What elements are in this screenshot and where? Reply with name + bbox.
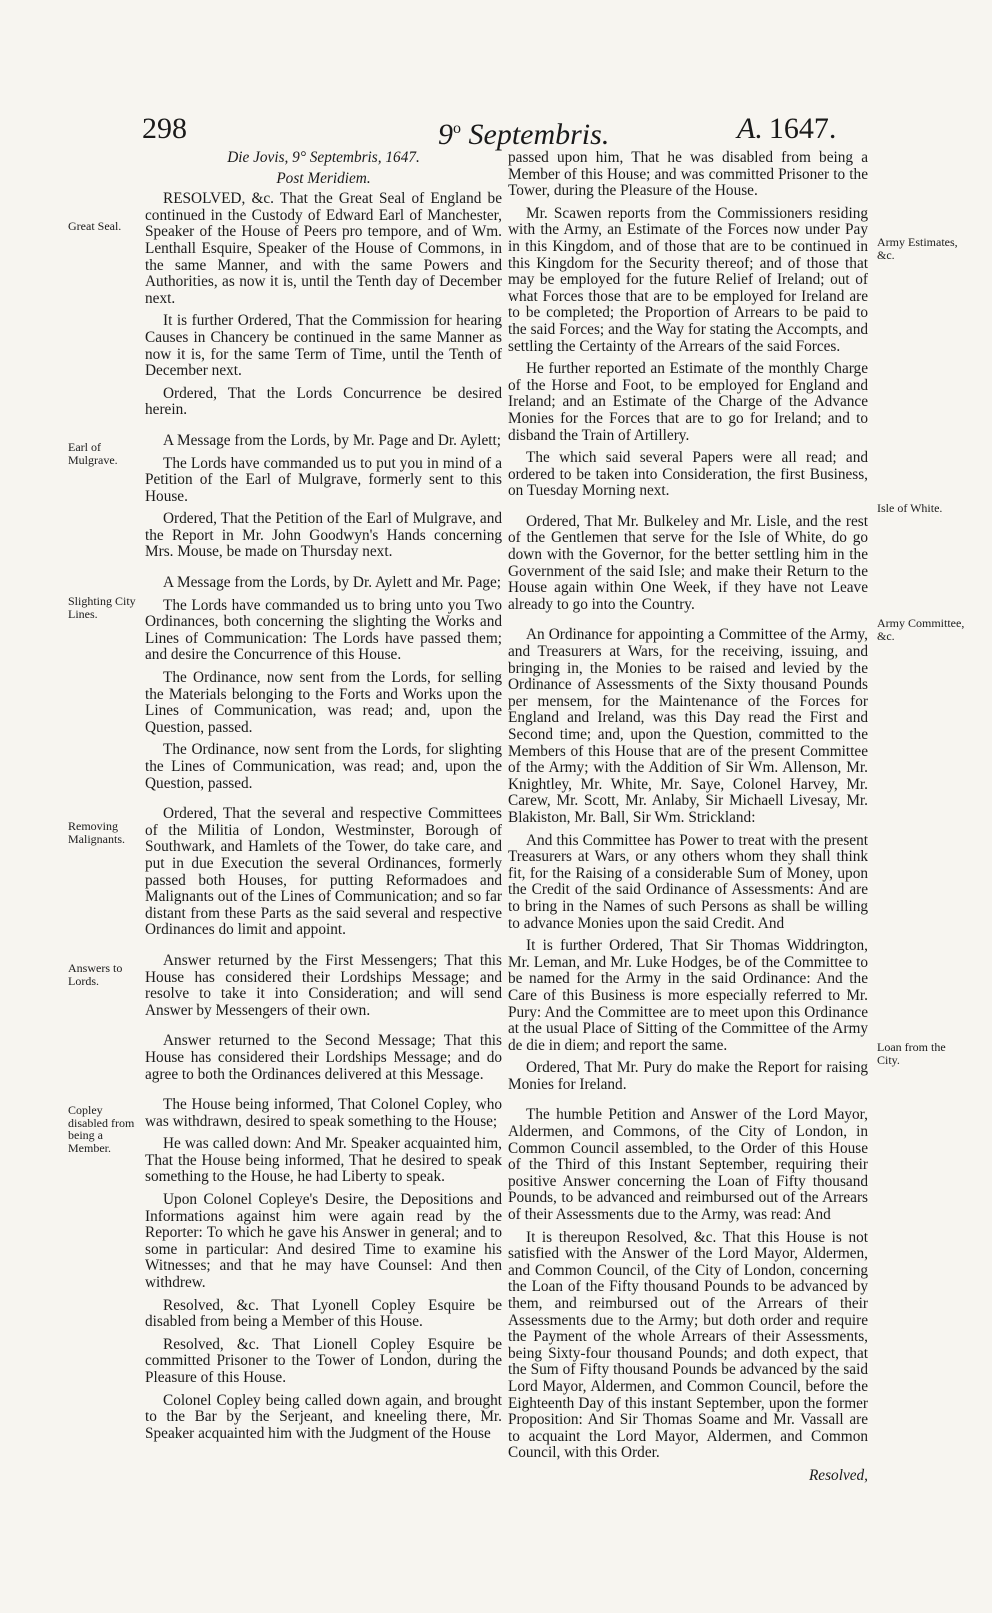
paragraph: Answer returned to the Second Message; That this House has considered their Lordships Message; and do agree to both the Ordinances delivered at this Message. bbox=[145, 1032, 502, 1083]
running-date bbox=[438, 112, 609, 152]
margin-note: Great Seal. bbox=[68, 219, 122, 233]
margin-note: Army Committee, &c. bbox=[877, 616, 965, 643]
paragraph: It is thereupon Resolved, &c. That this House is not satisfied with the Answer of the Lord Mayor, Aldermen, and Common Council, of the City of London, concerning the Loan of the Fifty thousand Pounds to be advanced by them, and reimbursed out of the Arrears of their Assessments due to the Army; but doth order and require the Payment of the whole Arrears of their Assessments, being Sixty-four thousand Pounds; and doth expect, that the Sum of Fifty thousand Pounds be advanced by the said Lord Mayor, Aldermen, and Common Council, before the Eighteenth Day of this instant September, upon the former Proposition: And Sir Thomas Soame and Mr. Vassall are to acquaint the Lord Mayor, Aldermen, and Common Council, with this Order. bbox=[508, 1228, 868, 1462]
paragraph: Upon Colonel Copleye's Desire, the Depositions and Informations against him were again read by the Reporter: To which he gave his Answer in general; and to some in particular: And desired Time to examine his Witnesses; and that he may have Counsel: And then withdrew. bbox=[145, 1191, 502, 1292]
catchword: Resolved, bbox=[808, 1466, 868, 1484]
paragraph: Colonel Copley being called down again, and brought to the Bar by the Serjeant, and kneeling there, Mr. Speaker acquainted him with the Judgment of the House bbox=[145, 1391, 502, 1442]
right-column bbox=[508, 150, 868, 1491]
running-year bbox=[737, 112, 836, 146]
paragraph: The House being informed, That Colonel Copley, who was withdrawn, desired to speak something to the House; bbox=[145, 1096, 502, 1130]
date-prefix: 9 bbox=[438, 118, 453, 151]
margin-note: Loan from the City. bbox=[877, 1040, 946, 1067]
paragraph: The which said several Papers were all read; and ordered to be taken into Consideration, the first Business, on Tuesday Morning next. bbox=[508, 449, 868, 500]
paragraph: He further reported an Estimate of the monthly Charge of the Horse and Foot, to be employed for England and Ireland; and an Estimate of the Charge of the Advance Monies for the Forces that are to go for Ireland; and to disband the Train of Artillery. bbox=[508, 360, 868, 444]
session-heading: Post Meridiem. bbox=[276, 169, 371, 187]
paragraph: He was called down: And Mr. Speaker acquainted him, That the House being informed, That he desired to speak something to the House, he had Liberty to speak. bbox=[145, 1135, 502, 1186]
left-column bbox=[145, 150, 502, 1448]
paragraph: It is further Ordered, That Sir Thomas Widdrington, Mr. Leman, and Mr. Luke Hodges, be of the Committee to be named for the Army in the said Ordinance: And the Care of this Business is more especially referred to Mr. Pury: And the Committee are to meet upon this Ordinance at the usual Place of Sitting of the Committee of the Army de die in diem; and report the same. bbox=[508, 937, 868, 1054]
margin-note: Isle of White. bbox=[877, 501, 943, 515]
paragraph: The Lords have commanded us to put you in mind of a Petition of the Earl of Mulgrave, formerly sent to this House. bbox=[145, 454, 502, 505]
paragraph: RESOLVED, &c. That the Great Seal of England be continued in the Custody of Edward Earl of Manchester, Speaker of the House of Peers pro tempore, and of Wm. Lenthall Esquire, Speaker of the House of Commons, in the same Manner, and with the same Powers and Authorities, as now it is, until the Tenth day of December next. bbox=[145, 190, 502, 307]
paragraph: Resolved, &c. That Lyonell Copley Esquire be disabled from being a Member of this House. bbox=[145, 1296, 502, 1331]
paragraph: Ordered, That the several and respective Committees of the Militia of London, Westminster, Borough of Southwark, and Hamlets of the Tower, do take care, and put in due Execution the several Ordinances, formerly passed both Houses, for putting Reformadoes and Malignants out of the Lines of Communication; and so far distant from these Parts as the said several and respective Ordinances do limit and appoint. bbox=[145, 805, 502, 939]
paragraph: The humble Petition and Answer of the Lord Mayor, Aldermen, and Commons, of the City of London, in Common Council assembled, to the Order of this House of the Third of this Instant September, requiring their positive Answer concerning the Loan of Fifty thousand Pounds, to be advanced and reimbursed out of the Arrears of their Assessments due to the Army, was read: And bbox=[508, 1106, 868, 1224]
paragraph: A Message from the Lords, by Dr. Aylett and Mr. Page; bbox=[163, 574, 502, 592]
margin-note: Slighting City Lines. bbox=[68, 594, 136, 621]
year-prefix: A. bbox=[737, 112, 763, 145]
day-heading: Die Jovis, 9° Septembris, 1647. bbox=[227, 149, 420, 166]
margin-note: Army Estimates, &c. bbox=[877, 235, 958, 262]
paragraph: Ordered, That Mr. Pury do make the Report for raising Monies for Ireland. bbox=[508, 1059, 868, 1093]
margin-note: Answers to Lords. bbox=[68, 961, 123, 988]
paragraph: The Ordinance, now sent from the Lords, for slighting the Lines of Communication, was read; and, upon the Question, passed. bbox=[145, 741, 502, 792]
paragraph: It is further Ordered, That the Commission for hearing Causes in Chancery be continued in the same Manner as now it is, for the same Term of Time, until the Tenth of December next. bbox=[145, 312, 502, 380]
paragraph: Mr. Scawen reports from the Commissioners residing with the Army, an Estimate of the Forces now under Pay in this Kingdom, and of those that are to be continued in this Kingdom for the Security thereof; and of those that may be employed for the future Relief of Ireland; out of what Forces those that are to be employed for Ireland are to be completed; the Proportion of Arrears to be paid to the said Forces; and the Way for stating the Accompts, and settling the Certainty of the Arrears of the said Forces. bbox=[508, 204, 868, 355]
margin-note: Copley disabled from being a Member. bbox=[68, 1103, 135, 1155]
margin-note: Removing Malignants. bbox=[68, 819, 125, 846]
paragraph: Resolved, &c. That Lionell Copley Esquire be committed Prisoner to the Tower of London, during the Pleasure of this House. bbox=[145, 1335, 502, 1386]
paragraph: Ordered, That the Petition of the Earl of Mulgrave, and the Report in Mr. John Goodwyn's Hands concerning Mrs. Mouse, be made on Thursday next. bbox=[145, 510, 502, 561]
paragraph: An Ordinance for appointing a Committee of the Army, and Treasurers at Wars, for the receiving, issuing, and bringing in, the Monies to be raised and levied by the Ordinance of Assessments of the Sixty thousand Pounds per mensem, for the Maintenance of the Forces for England and Ireland, was this Day read the First and Second time; and, upon the Question, committed to the Members of this House that are of the present Committee of the Army; with the Addition of Sir Wm. Allenson, Mr. Knightley, Mr. White, Mr. Saye, Colonel Harvey, Mr. Carew, Mr. Scott, Mr. Anlaby, Sir Michaell Livesay, Mr. Blakiston, Mr. Ball, Sir Wm. Strickland: bbox=[508, 626, 868, 826]
paragraph: The Lords have commanded us to bring unto you Two Ordinances, both concerning the slighting the Works and Lines of Communication: The Lords have passed them; and desire the Concurrence of this House. bbox=[145, 596, 502, 664]
year-value: 1647. bbox=[768, 112, 837, 145]
paragraph: A Message from the Lords, by Mr. Page and Dr. Aylett; bbox=[163, 431, 502, 449]
paragraph: Ordered, That Mr. Bulkeley and Mr. Lisle, and the rest of the Gentlemen that serve for the Isle of White, do go down with the Governor, for the better settling him in the Government of the said Isle; and make their Return to the House again within One Week, if they have not Leave already to go into the Country. bbox=[508, 512, 868, 613]
paragraph: The Ordinance, now sent from the Lords, for selling the Materials belonging to the Forts and Works upon the Lines of Communication, was read; and, upon the Question, passed. bbox=[145, 669, 502, 736]
paragraph: Ordered, That the Lords Concurrence be desired herein. bbox=[145, 384, 502, 419]
date-sup: o bbox=[453, 120, 461, 137]
margin-note: Earl of Mulgrave. bbox=[68, 440, 118, 467]
paragraph: passed upon him, That he was disabled from being a Member of this House; and was committed Prisoner to the Tower, during the Pleasure of the House. bbox=[508, 149, 868, 200]
paragraph: Answer returned by the First Messengers; That this House has considered their Lordships Message; and resolve to take it into Consideration; and will send Answer by Messengers of their own. bbox=[145, 951, 502, 1019]
paragraph: And this Committee has Power to treat with the present Treasurers at Wars, or any others whom they shall think fit, for the Raising of a considerable Sum of Money, upon the Credit of the said Ordinance of Assessments: And are to bring in the Names of such Persons as shall be willing to advance Monies upon the said Credit. And bbox=[508, 831, 868, 932]
page-number: 298 bbox=[142, 112, 187, 145]
date-text: Septembris. bbox=[468, 118, 610, 151]
